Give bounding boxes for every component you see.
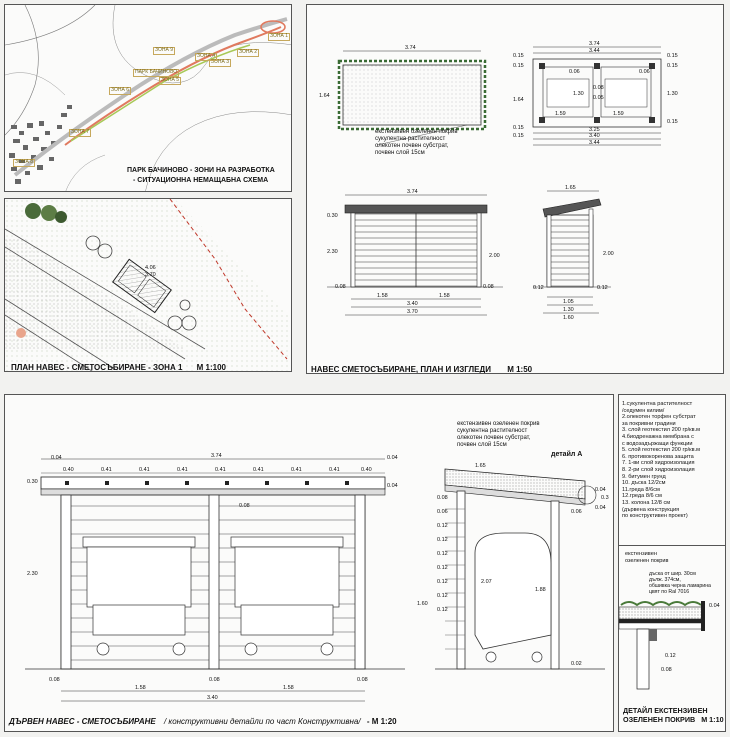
svg-text:0.12: 0.12 xyxy=(437,607,448,613)
site-plan-title-2: - СИТУАЦИОННА НЕМАЩАБНА СХЕМА xyxy=(133,177,269,184)
svg-text:0.15: 0.15 xyxy=(513,63,524,69)
detail-note-line: озеленен покрив xyxy=(625,557,669,564)
svg-text:2.07: 2.07 xyxy=(481,579,492,585)
svg-text:0.15: 0.15 xyxy=(667,119,678,125)
zone-label-7: ЗОНА 7 xyxy=(71,129,89,135)
zone1-plan-title: ПЛАН НАВЕС - СМЕТОСЪБИРАНЕ - ЗОНА 1 xyxy=(11,363,183,372)
zone-label-8: ЗОНА 8 xyxy=(15,159,33,165)
roof-note-line: почвен слой 15см xyxy=(375,150,425,157)
layer-item: 8. 2-ри слой хидроизолация xyxy=(622,466,695,473)
svg-text:0.04: 0.04 xyxy=(709,603,720,609)
svg-text:0.08: 0.08 xyxy=(357,677,368,683)
svg-text:0.06: 0.06 xyxy=(437,509,448,515)
svg-text:0.15: 0.15 xyxy=(667,53,678,59)
svg-text:0.05: 0.05 xyxy=(593,95,604,101)
layer-item: с водозадържащи функции xyxy=(622,440,693,447)
layer-item: 10. дъска 12/2см xyxy=(622,480,666,487)
construction-roof-note xyxy=(457,421,540,449)
board-note-line: дълж. 374см, xyxy=(649,577,681,584)
svg-text:0.12: 0.12 xyxy=(437,551,448,557)
svg-text:0.40: 0.40 xyxy=(361,467,372,473)
svg-text:0.40: 0.40 xyxy=(63,467,74,473)
svg-text:0.15: 0.15 xyxy=(513,125,524,131)
roof-detail-panel xyxy=(618,394,726,732)
svg-text:3.70: 3.70 xyxy=(407,309,418,315)
layer-item: 13. колона 12/8 см xyxy=(622,499,671,506)
svg-text:1.58: 1.58 xyxy=(377,293,388,299)
svg-text:4.06: 4.06 xyxy=(145,265,156,271)
zone-label-3: ЗОНА 3 xyxy=(211,59,229,65)
svg-text:0.30: 0.30 xyxy=(327,213,338,219)
svg-text:1.65: 1.65 xyxy=(475,463,486,469)
layer-item: за покривни градини xyxy=(622,420,676,427)
svg-text:0.41: 0.41 xyxy=(101,467,112,473)
svg-text:2.00: 2.00 xyxy=(603,251,614,257)
svg-text:1.60: 1.60 xyxy=(417,601,428,607)
plan-views-caption xyxy=(311,365,532,374)
svg-text:0.3: 0.3 xyxy=(601,495,609,501)
svg-text:0.08: 0.08 xyxy=(437,495,448,501)
svg-text:0.04: 0.04 xyxy=(51,455,62,461)
svg-text:0.15: 0.15 xyxy=(513,133,524,139)
svg-text:1.88: 1.88 xyxy=(535,587,546,593)
svg-text:3.40: 3.40 xyxy=(207,695,218,701)
svg-text:0.41: 0.41 xyxy=(291,467,302,473)
layer-item: 1.сукулентна растителност xyxy=(622,401,693,407)
svg-text:0.08: 0.08 xyxy=(49,677,60,683)
svg-text:3.70: 3.70 xyxy=(145,272,156,278)
site-plan-panel xyxy=(4,4,292,192)
layer-item: 3. слой геотекстил 200 гр/кв.м xyxy=(622,427,700,434)
svg-text:0.12: 0.12 xyxy=(437,537,448,543)
svg-text:0.08: 0.08 xyxy=(335,284,346,290)
svg-text:0.06: 0.06 xyxy=(569,69,580,75)
board-note-line: цвят по Ral 7016 xyxy=(649,589,690,596)
layer-item: 5. слой геотекстил 200 гр/кв.м xyxy=(622,447,700,454)
zone-label-1: ЗОНА 1 xyxy=(270,33,288,39)
svg-text:0.08: 0.08 xyxy=(483,284,494,290)
svg-text:1.58: 1.58 xyxy=(439,293,450,299)
svg-text:0.41: 0.41 xyxy=(253,467,264,473)
roof-note-line: екстензивен озеленен покрив xyxy=(375,129,458,135)
detail-note-line: екстензивен xyxy=(625,551,657,557)
zone-label-5: ЗОНА 5 xyxy=(161,77,179,83)
svg-text:0.41: 0.41 xyxy=(215,467,226,473)
roof-note-line: олекотен почвен субстрат, xyxy=(375,143,449,150)
construction-panel xyxy=(4,394,614,732)
svg-text:0.41: 0.41 xyxy=(177,467,188,473)
zone-label-4: ЗОНА 4 xyxy=(197,53,215,59)
svg-text:3.40: 3.40 xyxy=(589,133,600,139)
svg-text:3.44: 3.44 xyxy=(589,48,600,54)
svg-text:0.08: 0.08 xyxy=(593,85,604,91)
zone1-plan-scale: М 1:100 xyxy=(196,363,226,372)
roof-note-line: сукулентна растителност xyxy=(375,136,446,143)
svg-text:3.74: 3.74 xyxy=(589,41,600,47)
svg-text:0.04: 0.04 xyxy=(595,487,606,493)
roof-detail-title-2-row xyxy=(623,716,724,725)
roof-detail-caption xyxy=(623,707,724,724)
site-plan-map xyxy=(5,5,292,192)
svg-text:2.30: 2.30 xyxy=(27,571,38,577)
svg-text:1.30: 1.30 xyxy=(563,307,574,313)
layer-item: 11.греда 8/6см xyxy=(622,486,660,493)
svg-text:1.64: 1.64 xyxy=(319,93,330,99)
svg-text:0.08: 0.08 xyxy=(661,667,672,673)
zone-label-9: ЗОНА 9 xyxy=(155,47,173,53)
layer-item: 9. битумен грунд xyxy=(622,473,666,480)
plan-views-title: НАВЕС СМЕТОСЪБИРАНЕ, ПЛАН И ИЗГЛЕДИ xyxy=(311,365,491,374)
svg-text:3.44: 3.44 xyxy=(589,140,600,146)
construction-note-line: олекотен почвен субстрат, xyxy=(457,435,531,442)
svg-text:0.15: 0.15 xyxy=(513,53,524,59)
layer-item: 6. противокоренова защита xyxy=(622,453,694,460)
plan-views-panel xyxy=(306,4,724,374)
board-note-line: дъска от шир. 30см xyxy=(649,571,696,577)
layer-item: (дървена конструкция xyxy=(622,506,680,513)
layer-item: 2.олекотен торфен субстрат xyxy=(622,414,696,421)
svg-text:3.74: 3.74 xyxy=(407,189,418,195)
svg-text:0.12: 0.12 xyxy=(437,579,448,585)
layer-item: /седумен килим/ xyxy=(622,407,665,414)
svg-text:1.64: 1.64 xyxy=(513,97,524,103)
svg-text:0.08: 0.08 xyxy=(209,677,220,683)
construction-scale: - М 1:20 xyxy=(366,717,397,726)
roof-detail-scale: М 1:10 xyxy=(701,714,724,724)
plan-views-scale: М 1:50 xyxy=(507,365,533,374)
zone-label-6: ЗОНА 6 xyxy=(111,87,129,93)
svg-text:0.06: 0.06 xyxy=(571,509,582,515)
board-note-line: обшивка черна ламарина xyxy=(649,583,711,590)
construction-note-line: сукулентна растителност xyxy=(457,428,528,435)
svg-text:0.41: 0.41 xyxy=(329,467,340,473)
svg-text:1.59: 1.59 xyxy=(555,111,566,117)
svg-text:0.12: 0.12 xyxy=(533,285,544,291)
svg-text:3.74: 3.74 xyxy=(405,45,416,51)
svg-text:3.40: 3.40 xyxy=(407,301,418,307)
zone1-plan-panel xyxy=(4,198,292,372)
svg-text:1.05: 1.05 xyxy=(563,299,574,305)
zone-label-2: ЗОНА 2 xyxy=(239,49,257,55)
svg-text:0.12: 0.12 xyxy=(437,593,448,599)
svg-text:0.04: 0.04 xyxy=(387,455,398,461)
roof-detail-drawing xyxy=(619,395,726,732)
svg-text:0.15: 0.15 xyxy=(667,63,678,69)
svg-text:0.12: 0.12 xyxy=(437,523,448,529)
zone1-plan-caption xyxy=(11,363,226,372)
roof-note-top xyxy=(375,129,458,157)
svg-text:0.12: 0.12 xyxy=(437,565,448,571)
park-label: ПАРК БАЧИНОВО xyxy=(135,69,178,75)
plan-views-drawing xyxy=(307,5,724,374)
svg-text:1.30: 1.30 xyxy=(573,91,584,97)
layer-item: 7. 1-ви слой хидроизолация xyxy=(622,460,695,467)
svg-text:1.30: 1.30 xyxy=(667,91,678,97)
svg-text:1.65: 1.65 xyxy=(565,185,576,191)
construction-note-line: почвен слой 15см xyxy=(457,442,507,449)
layer-item: по конструктивен проект) xyxy=(622,513,688,520)
svg-text:3.74: 3.74 xyxy=(211,453,222,459)
zone1-plan-drawing xyxy=(5,199,292,372)
layer-item: 12.греда 8/6 см xyxy=(622,493,662,500)
svg-text:0.04: 0.04 xyxy=(595,505,606,511)
svg-text:3.25: 3.25 xyxy=(589,127,600,133)
construction-caption xyxy=(9,717,397,726)
svg-text:0.41: 0.41 xyxy=(139,467,150,473)
svg-text:2.30: 2.30 xyxy=(327,249,338,255)
svg-text:1.60: 1.60 xyxy=(563,315,574,321)
construction-note-line: екстензивен озеленен покрив xyxy=(457,421,540,427)
svg-text:1.58: 1.58 xyxy=(135,685,146,691)
construction-title: ДЪРВЕН НАВЕС - СМЕТОСЪБИРАНЕ xyxy=(9,717,156,726)
svg-text:1.59: 1.59 xyxy=(613,111,624,117)
svg-text:0.06: 0.06 xyxy=(639,69,650,75)
roof-detail-title-2: ОЗЕЛЕНЕН ПОКРИВ xyxy=(623,714,696,724)
svg-text:0.12: 0.12 xyxy=(665,653,676,659)
svg-text:0.30: 0.30 xyxy=(27,479,38,485)
svg-text:0.12: 0.12 xyxy=(597,285,608,291)
svg-text:2.00: 2.00 xyxy=(489,253,500,259)
svg-text:0.02: 0.02 xyxy=(571,661,582,667)
site-plan-title-1: ПАРК БАЧИНОВО - ЗОНИ НА РАЗРАБОТКА xyxy=(127,167,275,174)
svg-text:0.04: 0.04 xyxy=(387,483,398,489)
svg-text:1.58: 1.58 xyxy=(283,685,294,691)
layer-item: 4.биодренажна мембрана с xyxy=(622,433,694,440)
roof-detail-title-1: ДЕТАЙЛ ЕКСТЕНЗИВЕН xyxy=(623,706,708,715)
detail-a-label: детайл А xyxy=(551,451,583,458)
construction-subtitle: / конструктивни детайли по част Конструктивна/ xyxy=(163,717,361,726)
